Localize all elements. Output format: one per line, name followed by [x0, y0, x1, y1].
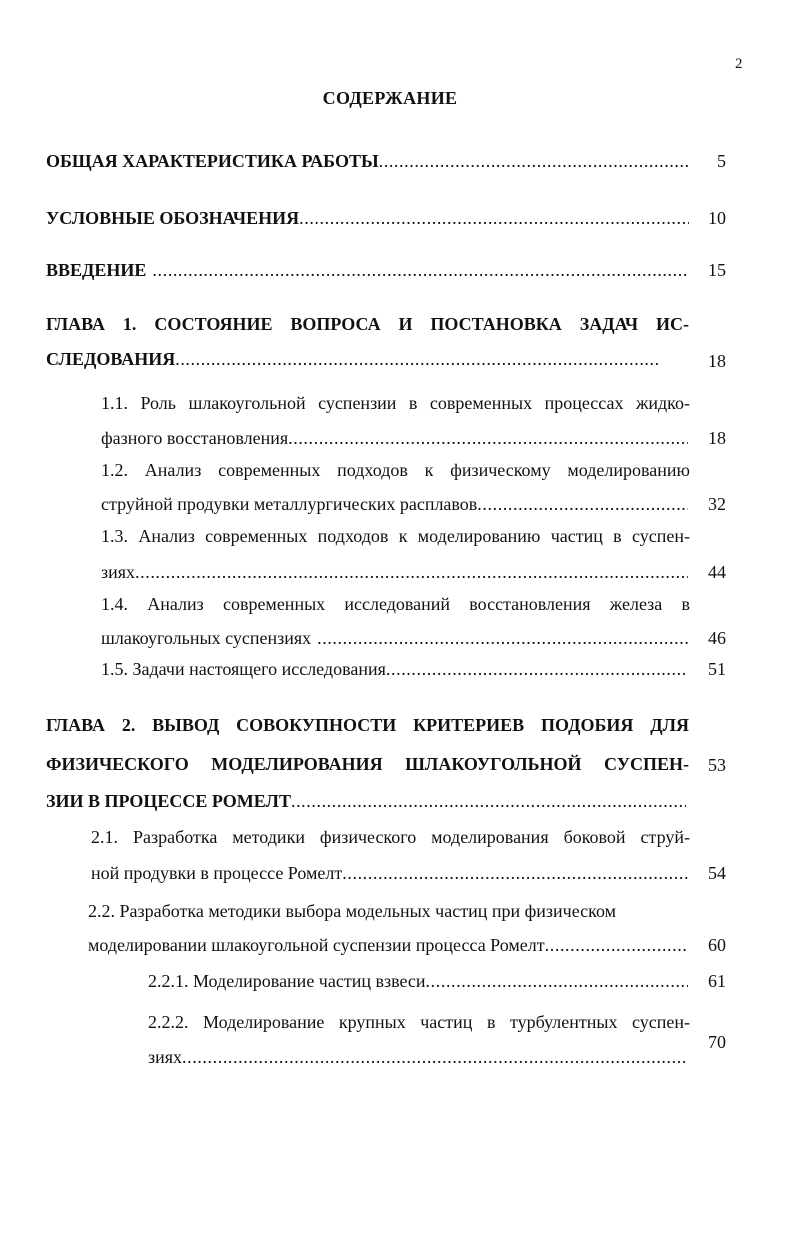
toc-page-number: 60 [708, 935, 726, 955]
dot-leader [135, 561, 688, 583]
toc-entry-label: 2.2.1. Моделирование частиц взвеси [148, 971, 426, 991]
toc-page-number: 32 [708, 494, 726, 514]
toc-chapter-2-line1[interactable]: ГЛАВА 2. ВЫВОД СОВОКУПНОСТИ КРИТЕРИЕВ ПОДОБИЯ ДЛЯ [46, 715, 689, 735]
toc-section-2-2-line1[interactable]: 2.2. Разработка методики выбора модельных частиц при физическом [88, 901, 617, 921]
toc-entry-label: УСЛОВНЫЕ ОБОЗНАЧЕНИЯ [46, 208, 300, 228]
toc-entry-label: ЗИИ В ПРОЦЕССЕ РОМЕЛТ [46, 791, 291, 811]
toc-section-1-2[interactable] [101, 493, 688, 515]
toc-entry-label: 1.5. Задачи настоящего исследования [101, 659, 386, 679]
dot-leader [299, 207, 689, 229]
toc-entry-label: зиях [148, 1047, 183, 1067]
toc-entry-intro[interactable] [46, 259, 689, 281]
dot-leader [379, 150, 689, 172]
toc-section-2-1-line1[interactable]: 2.1. Разработка методики физического моделирования боковой струй- [91, 827, 690, 847]
toc-page-number: 15 [708, 260, 726, 280]
toc-section-1-2-line1[interactable]: 1.2. Анализ современных подходов к физическому моделированию [101, 460, 690, 480]
dot-leader [175, 348, 660, 370]
toc-section-1-3[interactable] [101, 561, 688, 583]
toc-page-number: 54 [708, 863, 726, 883]
toc-chapter-2-line2[interactable]: ФИЗИЧЕСКОГО МОДЕЛИРОВАНИЯ ШЛАКОУГОЛЬНОЙ СУСПЕН- [46, 754, 689, 774]
toc-entry-label: ной продувки в процессе Ромелт [91, 863, 343, 883]
toc-page-number: 5 [717, 151, 726, 171]
dot-leader [426, 970, 688, 992]
toc-section-1-4-line1[interactable]: 1.4. Анализ современных исследований восстановления железа в [101, 594, 690, 614]
dot-leader [291, 790, 686, 812]
toc-page-number: 53 [708, 755, 726, 775]
toc-section-2-2[interactable] [88, 934, 688, 956]
toc-entry-label: ВВЕДЕНИЕ [46, 260, 147, 280]
dot-leader [182, 1046, 688, 1068]
toc-page-number: 70 [708, 1032, 726, 1052]
toc-page-number: 18 [708, 428, 726, 448]
toc-page-number: 44 [708, 562, 726, 582]
dot-leader [477, 493, 688, 515]
toc-entry-label: ОБЩАЯ ХАРАКТЕРИСТИКА РАБОТЫ [46, 151, 379, 171]
toc-section-1-5[interactable] [101, 658, 688, 680]
dot-leader [342, 862, 688, 884]
toc-entry-label: моделировании шлакоугольной суспензии процесса Ромелт [88, 935, 545, 955]
toc-entry-label: фазного восстановления [101, 428, 289, 448]
dot-leader [545, 934, 688, 956]
toc-subsection-2-2-2-line1[interactable]: 2.2.2. Моделирование крупных частиц в турбулентных суспен- [148, 1012, 690, 1032]
toc-chapter-1[interactable] [46, 348, 660, 370]
toc-section-2-1[interactable] [91, 862, 688, 884]
toc-page-number: 46 [708, 628, 726, 648]
toc-section-1-4[interactable] [101, 627, 688, 649]
toc-chapter-1-line1[interactable]: ГЛАВА 1. СОСТОЯНИЕ ВОПРОСА И ПОСТАНОВКА ЗАДАЧ ИС- [46, 314, 689, 334]
toc-page-number: 51 [708, 659, 726, 679]
toc-section-1-1-line1[interactable]: 1.1. Роль шлакоугольной суспензии в современных процессах жидко- [101, 393, 690, 413]
toc-title: СОДЕРЖАНИЕ [322, 88, 458, 108]
toc-subsection-2-2-1[interactable] [148, 970, 688, 992]
toc-entry-label: зиях [101, 562, 136, 582]
toc-page-number: 10 [708, 208, 726, 228]
toc-entry-label: струйной продувки металлургических расплавов [101, 494, 478, 514]
dot-leader [152, 259, 689, 281]
toc-entry-label: СЛЕДОВАНИЯ [46, 349, 176, 369]
dot-leader [288, 427, 688, 449]
toc-section-1-3-line1[interactable]: 1.3. Анализ современных подходов к моделированию частиц в суспен- [101, 526, 690, 546]
toc-section-1-1[interactable] [101, 427, 688, 449]
page-number: 2 [735, 56, 743, 72]
toc-subsection-2-2-2[interactable] [148, 1046, 688, 1068]
dot-leader [317, 627, 688, 649]
toc-page-number: 18 [708, 351, 726, 371]
toc-entry-label: шлакоугольных суспензиях [101, 628, 312, 648]
toc-chapter-2[interactable] [46, 790, 686, 812]
toc-entry-notation[interactable] [46, 207, 689, 229]
toc-page-number: 61 [708, 971, 726, 991]
toc-entry-general[interactable] [46, 150, 689, 172]
dot-leader [386, 658, 688, 680]
